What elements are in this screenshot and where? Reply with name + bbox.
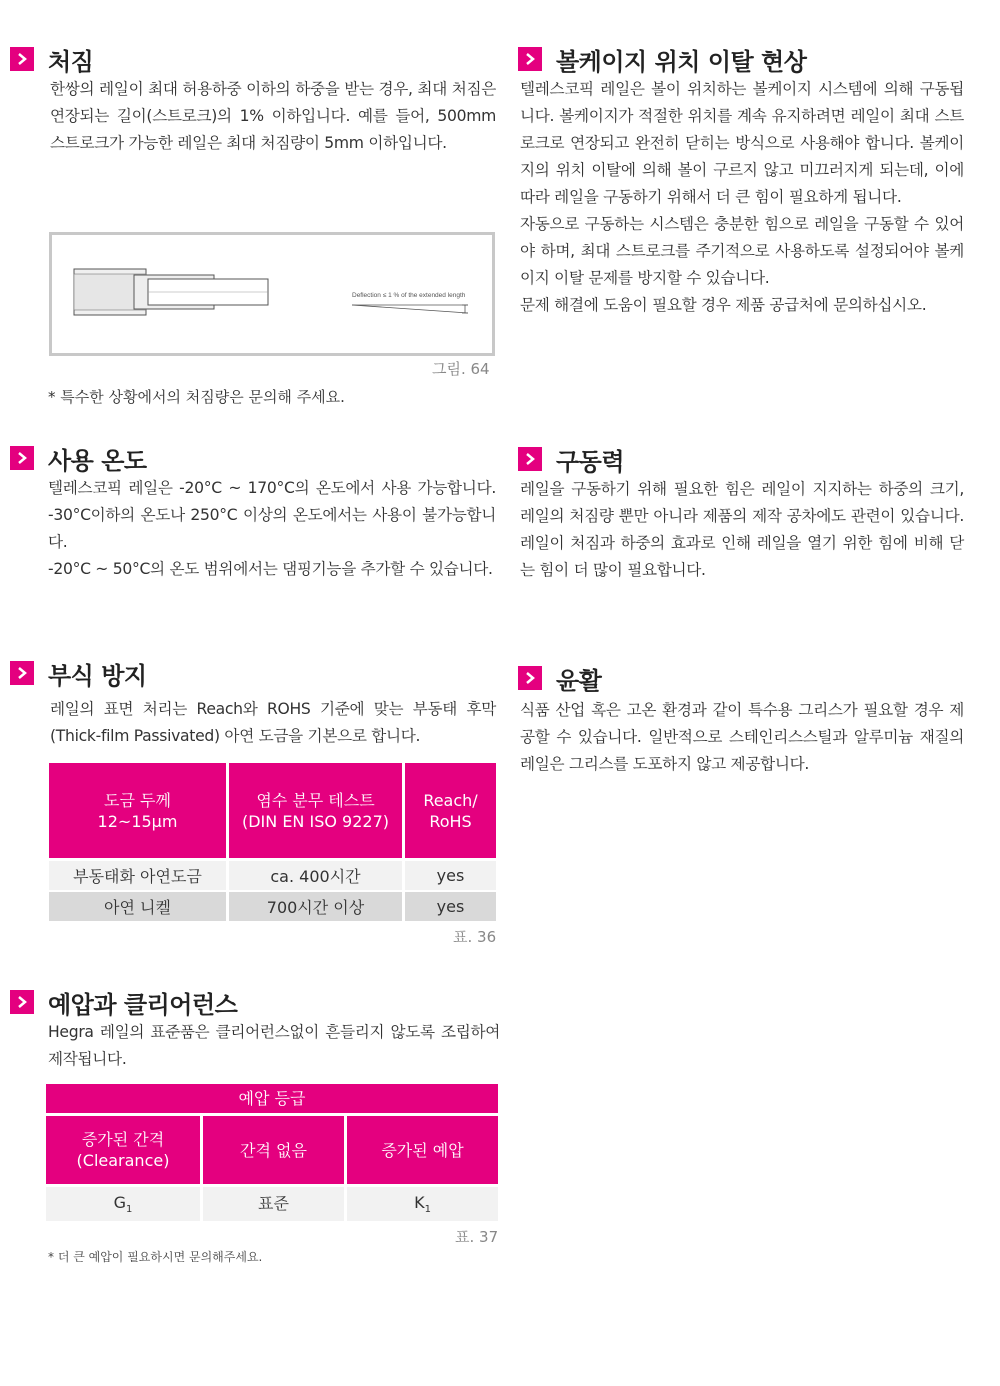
table-caption: 표. 37 [455, 1228, 499, 1246]
section-heading [10, 656, 496, 690]
section-body [520, 697, 964, 778]
section-body [48, 475, 496, 583]
cell-subscript: 1 [126, 1204, 133, 1216]
section-title: 처짐 [48, 47, 94, 76]
paragraph: 자동으로 구동하는 시스템은 충분한 힘으로 레일을 구동할 수 있어야 하며, 최대 스트로크를 주기적으로 사용하도록 설정되어야 볼케이지 이탈 문제를 방지할 수 있습니다. [520, 215, 964, 287]
chevron-right-icon [518, 666, 542, 690]
table-cell: 700시간 이상 [229, 892, 405, 923]
table-cell [347, 1187, 498, 1223]
section-deflection [10, 42, 496, 157]
paragraph: 레일을 구동하기 위해 필요한 힘은 레일이 지지하는 하중의 크기, 레일의 처짐량 뿐만 아니라 제품의 제작 공차에도 관련이 있습니다. 레일이 처짐과 하중의 효과로 인해 레일을 열기 위한 힘에 비해 닫는 힘이 더 많이 필요합니다. [520, 480, 964, 579]
table-cell: 부동태화 아연도금 [49, 861, 229, 892]
paragraph: Hegra 레일의 표준품은 클리어런스없이 흔들리지 않도록 조립하여 제작됩니다. [48, 1023, 500, 1068]
section-heading [10, 42, 496, 76]
table-cell: ca. 400시간 [229, 861, 405, 892]
section-heading [518, 42, 964, 76]
deflection-diagram [52, 235, 492, 353]
table-cell: 아연 니켈 [49, 892, 229, 923]
table-row [49, 892, 496, 923]
section-body [50, 76, 496, 157]
cell-subscript: 1 [424, 1204, 431, 1216]
section-heading [10, 985, 500, 1019]
cell-value: 표준 [258, 1194, 289, 1214]
chevron-right-icon [10, 47, 34, 71]
deflection-label: Deflection ≤ 1 % of the extended length [352, 292, 466, 299]
section-heading [518, 442, 964, 476]
section-title: 볼케이지 위치 이탈 현상 [556, 47, 807, 76]
table-header: 간격 없음 [203, 1116, 347, 1187]
deflection-figure [49, 232, 495, 356]
table-cell: yes [405, 892, 496, 923]
preload-table [46, 1084, 498, 1223]
section-driving-force [518, 442, 964, 584]
section-body [520, 476, 964, 584]
cell-value: G [113, 1192, 127, 1212]
section-title: 사용 온도 [48, 446, 147, 475]
table-caption: 표. 36 [453, 928, 497, 946]
table-row [49, 861, 496, 892]
section-body [520, 76, 964, 319]
paragraph: 한쌍의 레일이 최대 허용하중 이하의 하중을 받는 경우, 최대 처짐은 연장되는 길이(스트로크)의 1% 이하입니다. 예를 들어, 500mm 스트로크가 가능한 레일은 최대 처짐량이 5mm 이하입니다. [50, 80, 496, 152]
section-body [48, 1019, 500, 1073]
section-title: 부식 방지 [48, 661, 147, 690]
table-header: 염수 분무 테스트 (DIN EN ISO 9227) [229, 763, 405, 861]
section-corrosion [10, 656, 496, 750]
chevron-right-icon [518, 47, 542, 71]
cell-value: K [414, 1192, 425, 1212]
section-title: 구동력 [556, 447, 625, 476]
section-preload [10, 985, 500, 1073]
chevron-right-icon [518, 447, 542, 471]
table-header: 증가된 간격 (Clearance) [46, 1116, 203, 1187]
paragraph: 식품 산업 혹은 고온 환경과 같이 특수용 그리스가 필요할 경우 제공할 수 있습니다. 일반적으로 스테인리스스틸과 알루미늄 재질의 레일은 그리스를 도포하지 않고 제공합니다. [520, 701, 964, 773]
section-body [50, 696, 496, 750]
table-row [46, 1187, 498, 1223]
coating-table [49, 763, 496, 923]
table-cell [203, 1187, 347, 1223]
section-title: 윤활 [556, 666, 602, 695]
paragraph: 텔레스코픽 레일은 볼이 위치하는 볼케이지 시스템에 의해 구동됩니다. 볼케이지가 적절한 위치를 계속 유지하려면 레일이 최대 스트로크로 연장되고 완전히 닫히는 방식으로 사용해야 합니다. 볼케이지의 위치 이탈에 의해 볼이 구르지 않고 미끄러지게 되는데, 이에 따라 레일을 구동하기 위해서 더 큰 힘이 필요하게 됩니다. [520, 80, 964, 206]
section-title: 예압과 클리어런스 [48, 990, 238, 1019]
table-header: Reach/ RoHS [405, 763, 496, 861]
section-ball-cage [518, 42, 964, 319]
paragraph: -20°C ~ 50°C의 온도 범위에서는 댐핑기능을 추가할 수 있습니다. [48, 560, 493, 578]
table-header: 증가된 예압 [347, 1116, 498, 1187]
table-cell: yes [405, 861, 496, 892]
preload-note: * 더 큰 예압이 필요하시면 문의해주세요. [48, 1250, 263, 1264]
section-temperature [10, 441, 496, 583]
paragraph: 텔레스코픽 레일은 -20°C ~ 170°C의 온도에서 사용 가능합니다. -30°C이하의 온도나 250°C 이상의 온도에서는 사용이 불가능합니다. [48, 479, 496, 551]
paragraph: 레일의 표면 처리는 Reach와 ROHS 기준에 맞는 부동태 후막(Thick-film Passivated) 아연 도금을 기본으로 합니다. [50, 700, 496, 745]
section-lubrication [518, 661, 964, 778]
table-header: 도금 두께 12~15μm [49, 763, 229, 861]
deflection-note: * 특수한 상황에서의 처짐량은 문의해 주세요. [48, 388, 345, 406]
chevron-right-icon [10, 661, 34, 685]
chevron-right-icon [10, 990, 34, 1014]
chevron-right-icon [10, 446, 34, 470]
paragraph: 문제 해결에 도움이 필요할 경우 제품 공급처에 문의하십시오. [520, 296, 927, 314]
table-group-header: 예압 등급 [46, 1084, 498, 1116]
section-heading [10, 441, 496, 475]
section-heading [518, 661, 964, 695]
table-cell [46, 1187, 203, 1223]
figure-caption: 그림. 64 [432, 360, 490, 378]
